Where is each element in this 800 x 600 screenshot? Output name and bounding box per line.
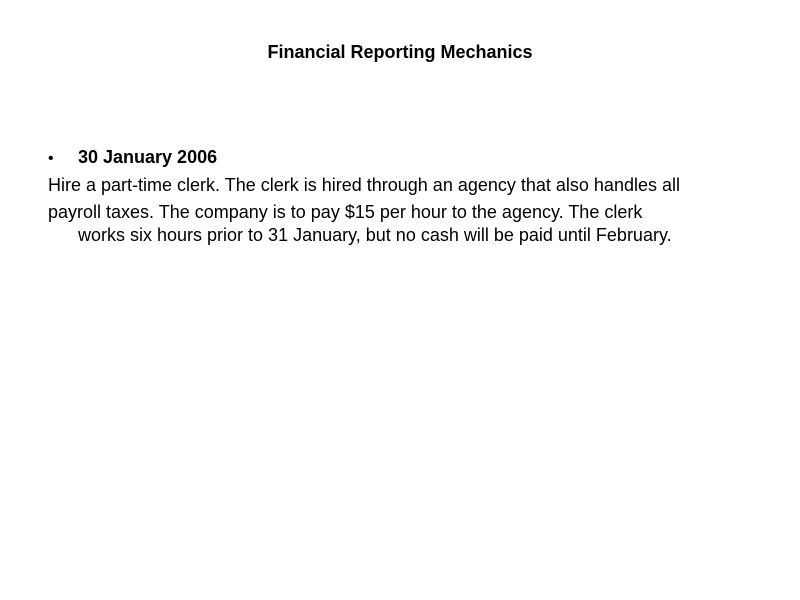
bullet-item bbox=[48, 144, 788, 170]
body-line-3: works six hours prior to 31 January, but no cash will be paid until February. bbox=[78, 225, 672, 245]
bullet-icon: • bbox=[48, 150, 54, 167]
body-line-2: payroll taxes. The company is to pay $15 per hour to the agency. The clerk bbox=[48, 202, 643, 222]
bullet-heading: 30 January 2006 bbox=[78, 147, 218, 167]
body-line-1: Hire a part-time clerk. The clerk is hired through an agency that also handles all bbox=[48, 175, 680, 195]
slide-title: Financial Reporting Mechanics bbox=[267, 42, 533, 62]
slide-body bbox=[48, 144, 788, 249]
